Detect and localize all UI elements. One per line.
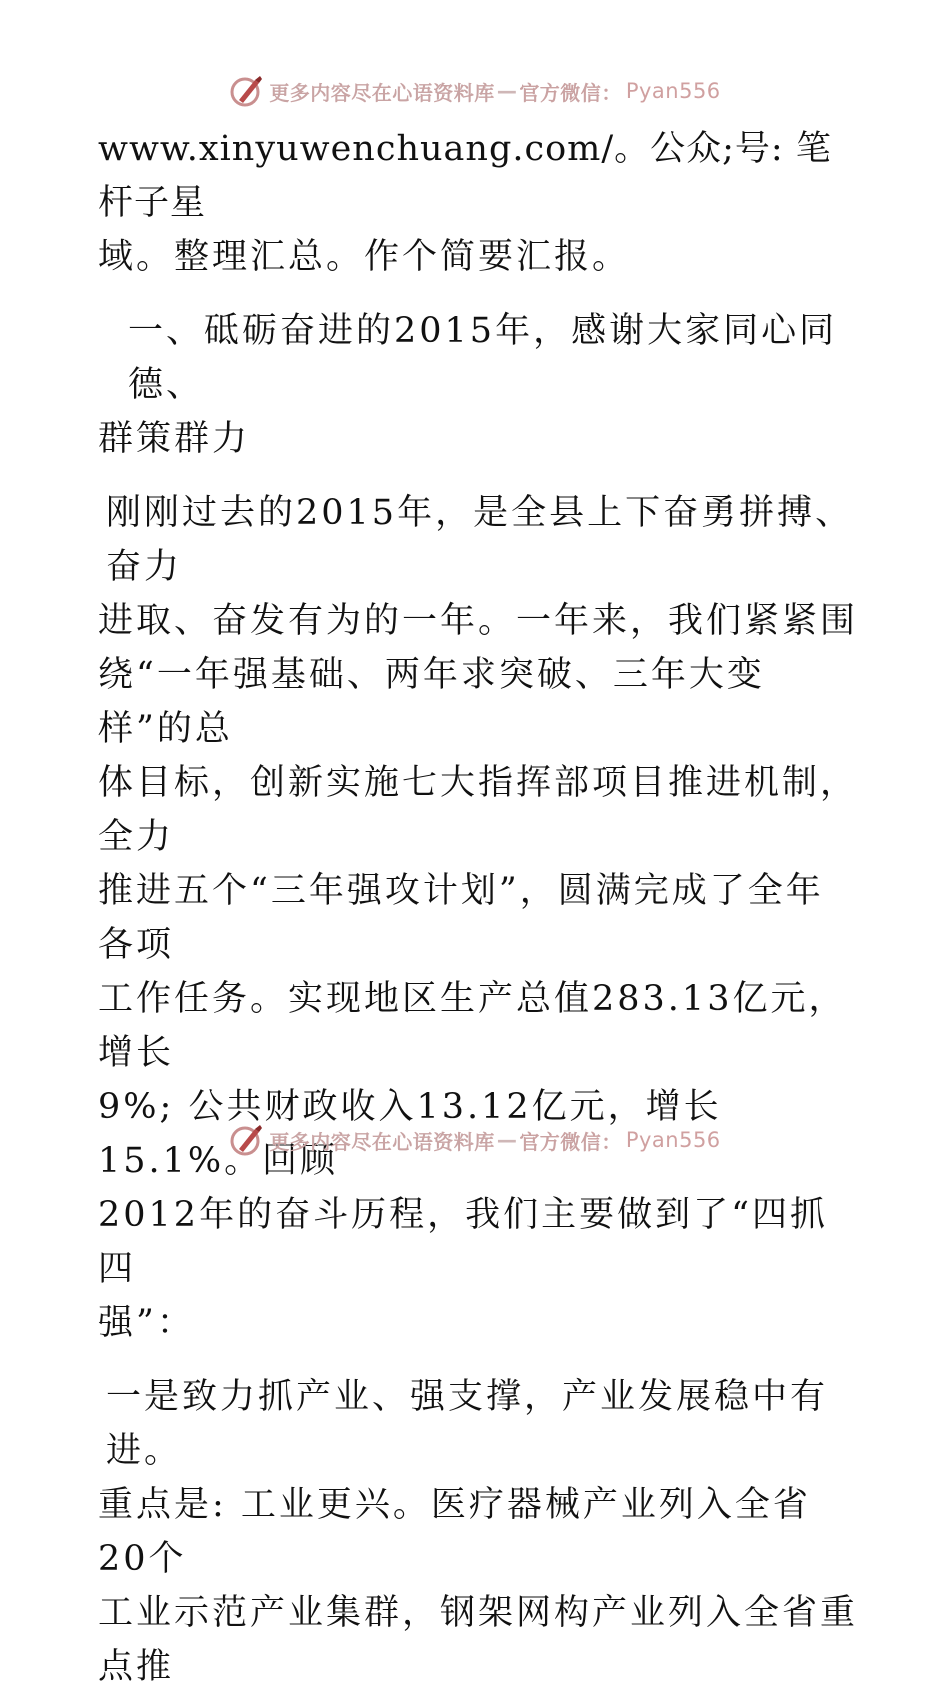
pen-logo-icon bbox=[229, 74, 265, 108]
text-line: 绕“一年强基础、两年求突破、三年大变样”的总 bbox=[98, 655, 765, 749]
section-heading-continued bbox=[98, 412, 858, 466]
text-line: 体目标，创新实施七大指挥部项目推进机制，全力 bbox=[98, 763, 859, 857]
text-line: 工业示范产业集群，钢架网构产业列入全省重点推 bbox=[98, 1593, 859, 1687]
banner-dash: — bbox=[496, 79, 518, 103]
paragraph-review bbox=[98, 486, 858, 594]
banner-colon: ： bbox=[601, 80, 622, 105]
text-line: 域。整理汇总。作个简要汇报。 bbox=[98, 237, 631, 277]
banner-wechat-id: Pyan556 bbox=[625, 79, 721, 103]
pen-logo-icon bbox=[229, 1123, 265, 1157]
document-body bbox=[98, 122, 858, 1694]
text-line: 9%; 公共财政收入13.12亿元，增长15.1%。回顾 bbox=[98, 1087, 722, 1181]
section-heading bbox=[98, 304, 858, 412]
text-line: 2012年的奋斗历程，我们主要做到了“四抓四 bbox=[98, 1195, 828, 1289]
footer-banner bbox=[0, 1120, 950, 1160]
paragraph-review-continued bbox=[98, 594, 858, 1350]
paragraph-industry bbox=[98, 1370, 858, 1478]
paragraph-industry-continued bbox=[98, 1478, 858, 1694]
banner-official-label: 官方微信 bbox=[519, 80, 602, 105]
banner-dash: — bbox=[496, 1128, 518, 1152]
text-line: 工作任务。实现地区生产总值283.13亿元，增长 bbox=[98, 979, 847, 1073]
text-line: 进取、奋发有为的一年。一年来，我们紧紧围 bbox=[98, 601, 859, 641]
text-line: 重点是: 工业更兴。医疗器械产业列入全省20个 bbox=[98, 1485, 811, 1579]
banner-slogan: 更多内容尽在心语资料库 bbox=[269, 80, 495, 105]
header-banner bbox=[0, 71, 950, 111]
banner-colon: ： bbox=[601, 1129, 622, 1154]
text-line: 刚刚过去的2015年，是全县上下奋勇拼搏、奋力 bbox=[106, 493, 854, 587]
text-line: 推进五个“三年强攻计划”，圆满完成了全年各项 bbox=[98, 871, 824, 965]
text-line: 一是致力抓产业、强支撑，产业发展稳中有进。 bbox=[106, 1377, 829, 1471]
text-line: 强”： bbox=[98, 1303, 195, 1343]
banner-wechat-id: Pyan556 bbox=[625, 1128, 721, 1152]
text-line: 一、砥砺奋进的2015年，感谢大家同心同德、 bbox=[128, 311, 838, 405]
banner-official-label: 官方微信 bbox=[519, 1129, 602, 1154]
paragraph-intro bbox=[98, 122, 858, 284]
banner-slogan: 更多内容尽在心语资料库 bbox=[269, 1129, 495, 1154]
text-line: www.xinyuwenchuang.com/。公众;号: 笔杆子星 bbox=[98, 129, 832, 223]
text-line: 群策群力 bbox=[98, 419, 251, 459]
